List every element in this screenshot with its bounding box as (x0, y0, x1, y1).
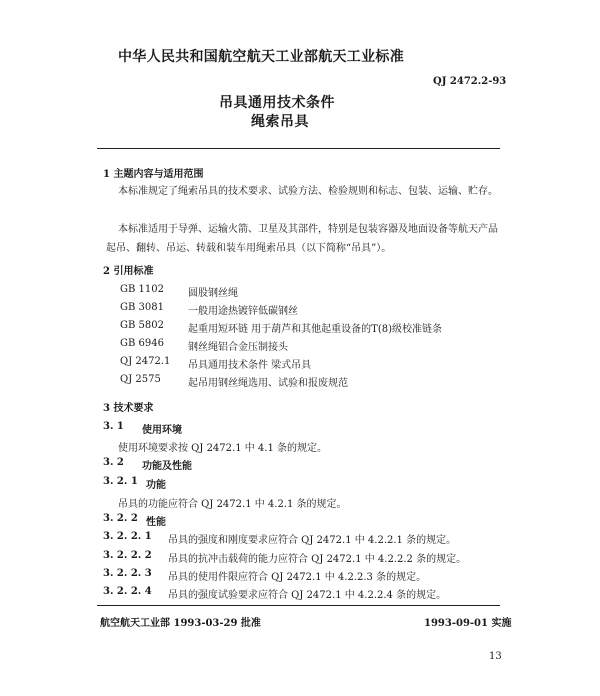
ref-name: 一般用途热镀锌低碳钢丝 (188, 306, 298, 317)
clause-text: 使用环境要求按 QJ 2472.1 中 4.1 条的规定。 (118, 443, 327, 454)
top-rule (97, 148, 500, 149)
clause-title: 性能 (146, 517, 166, 528)
clause-text: 吊具的强度和刚度要求应符合 QJ 2472.1 中 4.2.2.1 条的规定。 (168, 535, 457, 546)
clause-text: 吊具的使用件限应符合 QJ 2472.1 中 4.2.2.3 条的规定。 (168, 572, 427, 583)
ref-code: QJ 2472.1 (120, 356, 171, 367)
ref-name: 起吊用钢丝绳选用、试验和报废规范 (188, 378, 348, 389)
clause-text: 吊具的强度试验要求应符合 QJ 2472.1 中 4.2.2.4 条的规定。 (168, 590, 447, 601)
standard-title: 中华人民共和国航空航天工业部航天工业标准 (118, 49, 404, 65)
document-subtitle: 绳索吊具 (251, 114, 309, 130)
clause-text: 吊具的抗冲击载荷的能力应符合 QJ 2472.1 中 4.2.2.2 条的规定。 (168, 554, 467, 565)
section-1-heading: 1 主题内容与适用范围 (103, 169, 204, 180)
clause-title: 功能及性能 (142, 461, 192, 472)
ref-name: 吊具通用技术条件 梁式吊具 (188, 360, 312, 371)
section-1-paragraph-2: 本标准适用于导弹、运输火箭、卫星及其部件，特别是包装容器及地面设备等航天产品起吊、翻转、吊运、转载和装车用绳索吊具（以下简称“吊具”）。 (106, 224, 498, 254)
clause-number: 3. 2. 2. 3 (103, 568, 152, 579)
ref-name: 钢丝绳铝合金压制接头 (188, 342, 288, 353)
ref-name: 起重用短环链 用于葫芦和其他起重设备的T(8)级校准链条 (188, 324, 443, 335)
section-3-heading: 3 技术要求 (103, 403, 154, 414)
clause-number: 3. 2. 2. 4 (103, 586, 152, 597)
ref-name: 圆股钢丝绳 (188, 288, 238, 299)
document-title: 吊具通用技术条件 (219, 95, 335, 111)
ref-code: GB 1102 (120, 284, 164, 295)
section-1-paragraph-1: 本标准规定了绳索吊具的技术要求、试验方法、检验规则和标志、包装、运输、贮存。 (118, 186, 498, 197)
section-2-heading: 2 引用标准 (103, 266, 154, 277)
clause-number: 3. 2. 2. 1 (103, 531, 152, 542)
ref-code: GB 6946 (120, 338, 164, 349)
effective-date: 1993-09-01 实施 (424, 618, 512, 629)
standard-code: QJ 2472.2-93 (433, 76, 507, 87)
clause-text: 吊具的功能应符合 QJ 2472.1 中 4.2.1 条的规定。 (118, 499, 347, 510)
clause-number: 3. 2 (103, 457, 124, 468)
clause-number: 3. 2. 2. 2 (103, 550, 152, 561)
ref-code: GB 5802 (120, 320, 164, 331)
ref-code: GB 3081 (120, 302, 164, 313)
clause-number: 3. 1 (103, 421, 124, 432)
clause-number: 3. 2. 2 (103, 513, 138, 524)
bottom-rule (97, 605, 500, 606)
approval-date: 航空航天工业部 1993-03-29 批准 (100, 618, 261, 629)
clause-title: 功能 (146, 480, 166, 491)
ref-code: QJ 2575 (120, 374, 161, 385)
page-number: 13 (489, 651, 502, 662)
clause-title: 使用环境 (142, 425, 182, 436)
clause-number: 3. 2. 1 (103, 476, 138, 487)
